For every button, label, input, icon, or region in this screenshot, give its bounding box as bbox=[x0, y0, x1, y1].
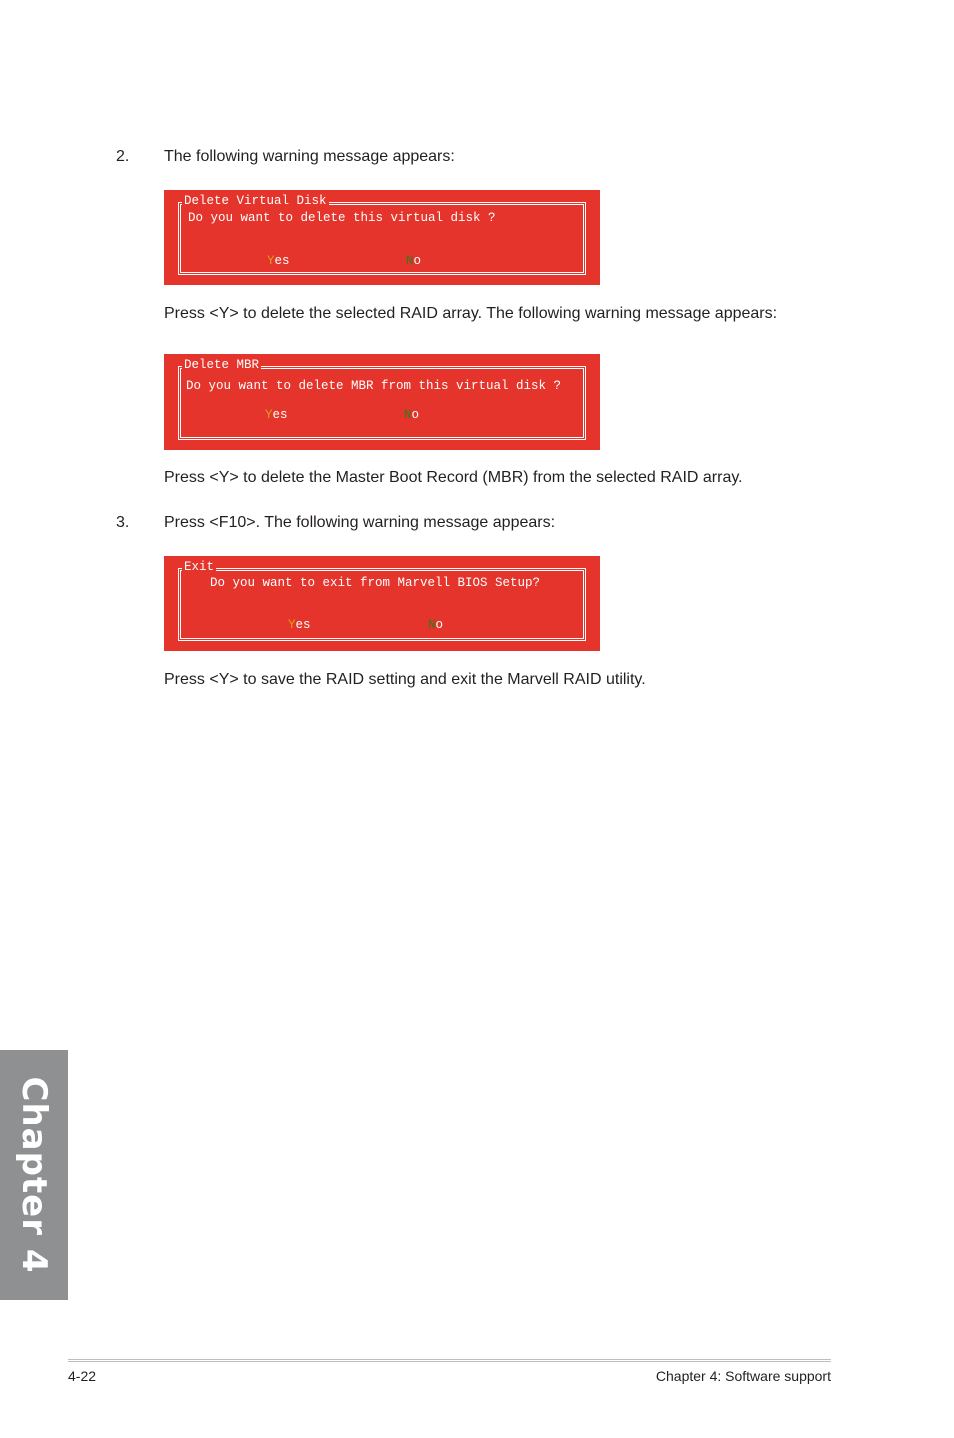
yes-hotkey: Y bbox=[267, 254, 275, 268]
delete-virtual-disk-dialog bbox=[164, 190, 600, 285]
yes-option[interactable] bbox=[288, 617, 311, 633]
no-label: o bbox=[411, 408, 420, 422]
dialog-title: Delete MBR bbox=[184, 358, 260, 372]
yes-hotkey: Y bbox=[265, 408, 273, 422]
yes-label: es bbox=[295, 618, 311, 632]
page-number: 4-22 bbox=[68, 1368, 97, 1384]
chapter-tab bbox=[0, 1050, 68, 1300]
paragraph: Press <Y> to delete the Master Boot Record (MBR) from the selected RAID array. bbox=[164, 469, 743, 486]
step-number: 3. bbox=[116, 514, 130, 531]
no-hotkey: N bbox=[428, 618, 436, 632]
dialog-message: Do you want to exit from Marvell BIOS Setup? bbox=[210, 576, 541, 590]
no-label: o bbox=[413, 254, 422, 268]
yes-hotkey: Y bbox=[288, 618, 296, 632]
no-hotkey: N bbox=[406, 254, 414, 268]
no-hotkey: N bbox=[404, 408, 412, 422]
no-option[interactable] bbox=[428, 617, 443, 633]
footer-chapter-title: Chapter 4: Software support bbox=[655, 1368, 831, 1384]
yes-option[interactable] bbox=[265, 407, 288, 423]
no-option[interactable] bbox=[406, 253, 421, 269]
footer-divider bbox=[68, 1359, 831, 1362]
dialog-message: Do you want to delete this virtual disk ? bbox=[188, 211, 496, 225]
step-text: Press <F10>. The following warning message appears: bbox=[164, 514, 556, 531]
yes-option[interactable] bbox=[267, 253, 290, 269]
dialog-title: Exit bbox=[184, 560, 215, 574]
no-option[interactable] bbox=[404, 407, 419, 423]
step-text: The following warning message appears: bbox=[164, 148, 455, 165]
yes-label: es bbox=[272, 408, 288, 422]
paragraph: Press <Y> to save the RAID setting and exit the Marvell RAID utility. bbox=[164, 671, 646, 688]
delete-mbr-dialog bbox=[164, 354, 600, 450]
dialog-message: Do you want to delete MBR from this virtual disk ? bbox=[186, 379, 562, 393]
step-number: 2. bbox=[116, 148, 130, 165]
yes-label: es bbox=[274, 254, 290, 268]
paragraph: Press <Y> to delete the selected RAID array. The following warning message appears: bbox=[164, 305, 778, 322]
no-label: o bbox=[435, 618, 444, 632]
chapter-label: Chapter 4 bbox=[14, 1076, 54, 1274]
exit-dialog bbox=[164, 556, 600, 651]
dialog-title: Delete Virtual Disk bbox=[184, 194, 327, 208]
